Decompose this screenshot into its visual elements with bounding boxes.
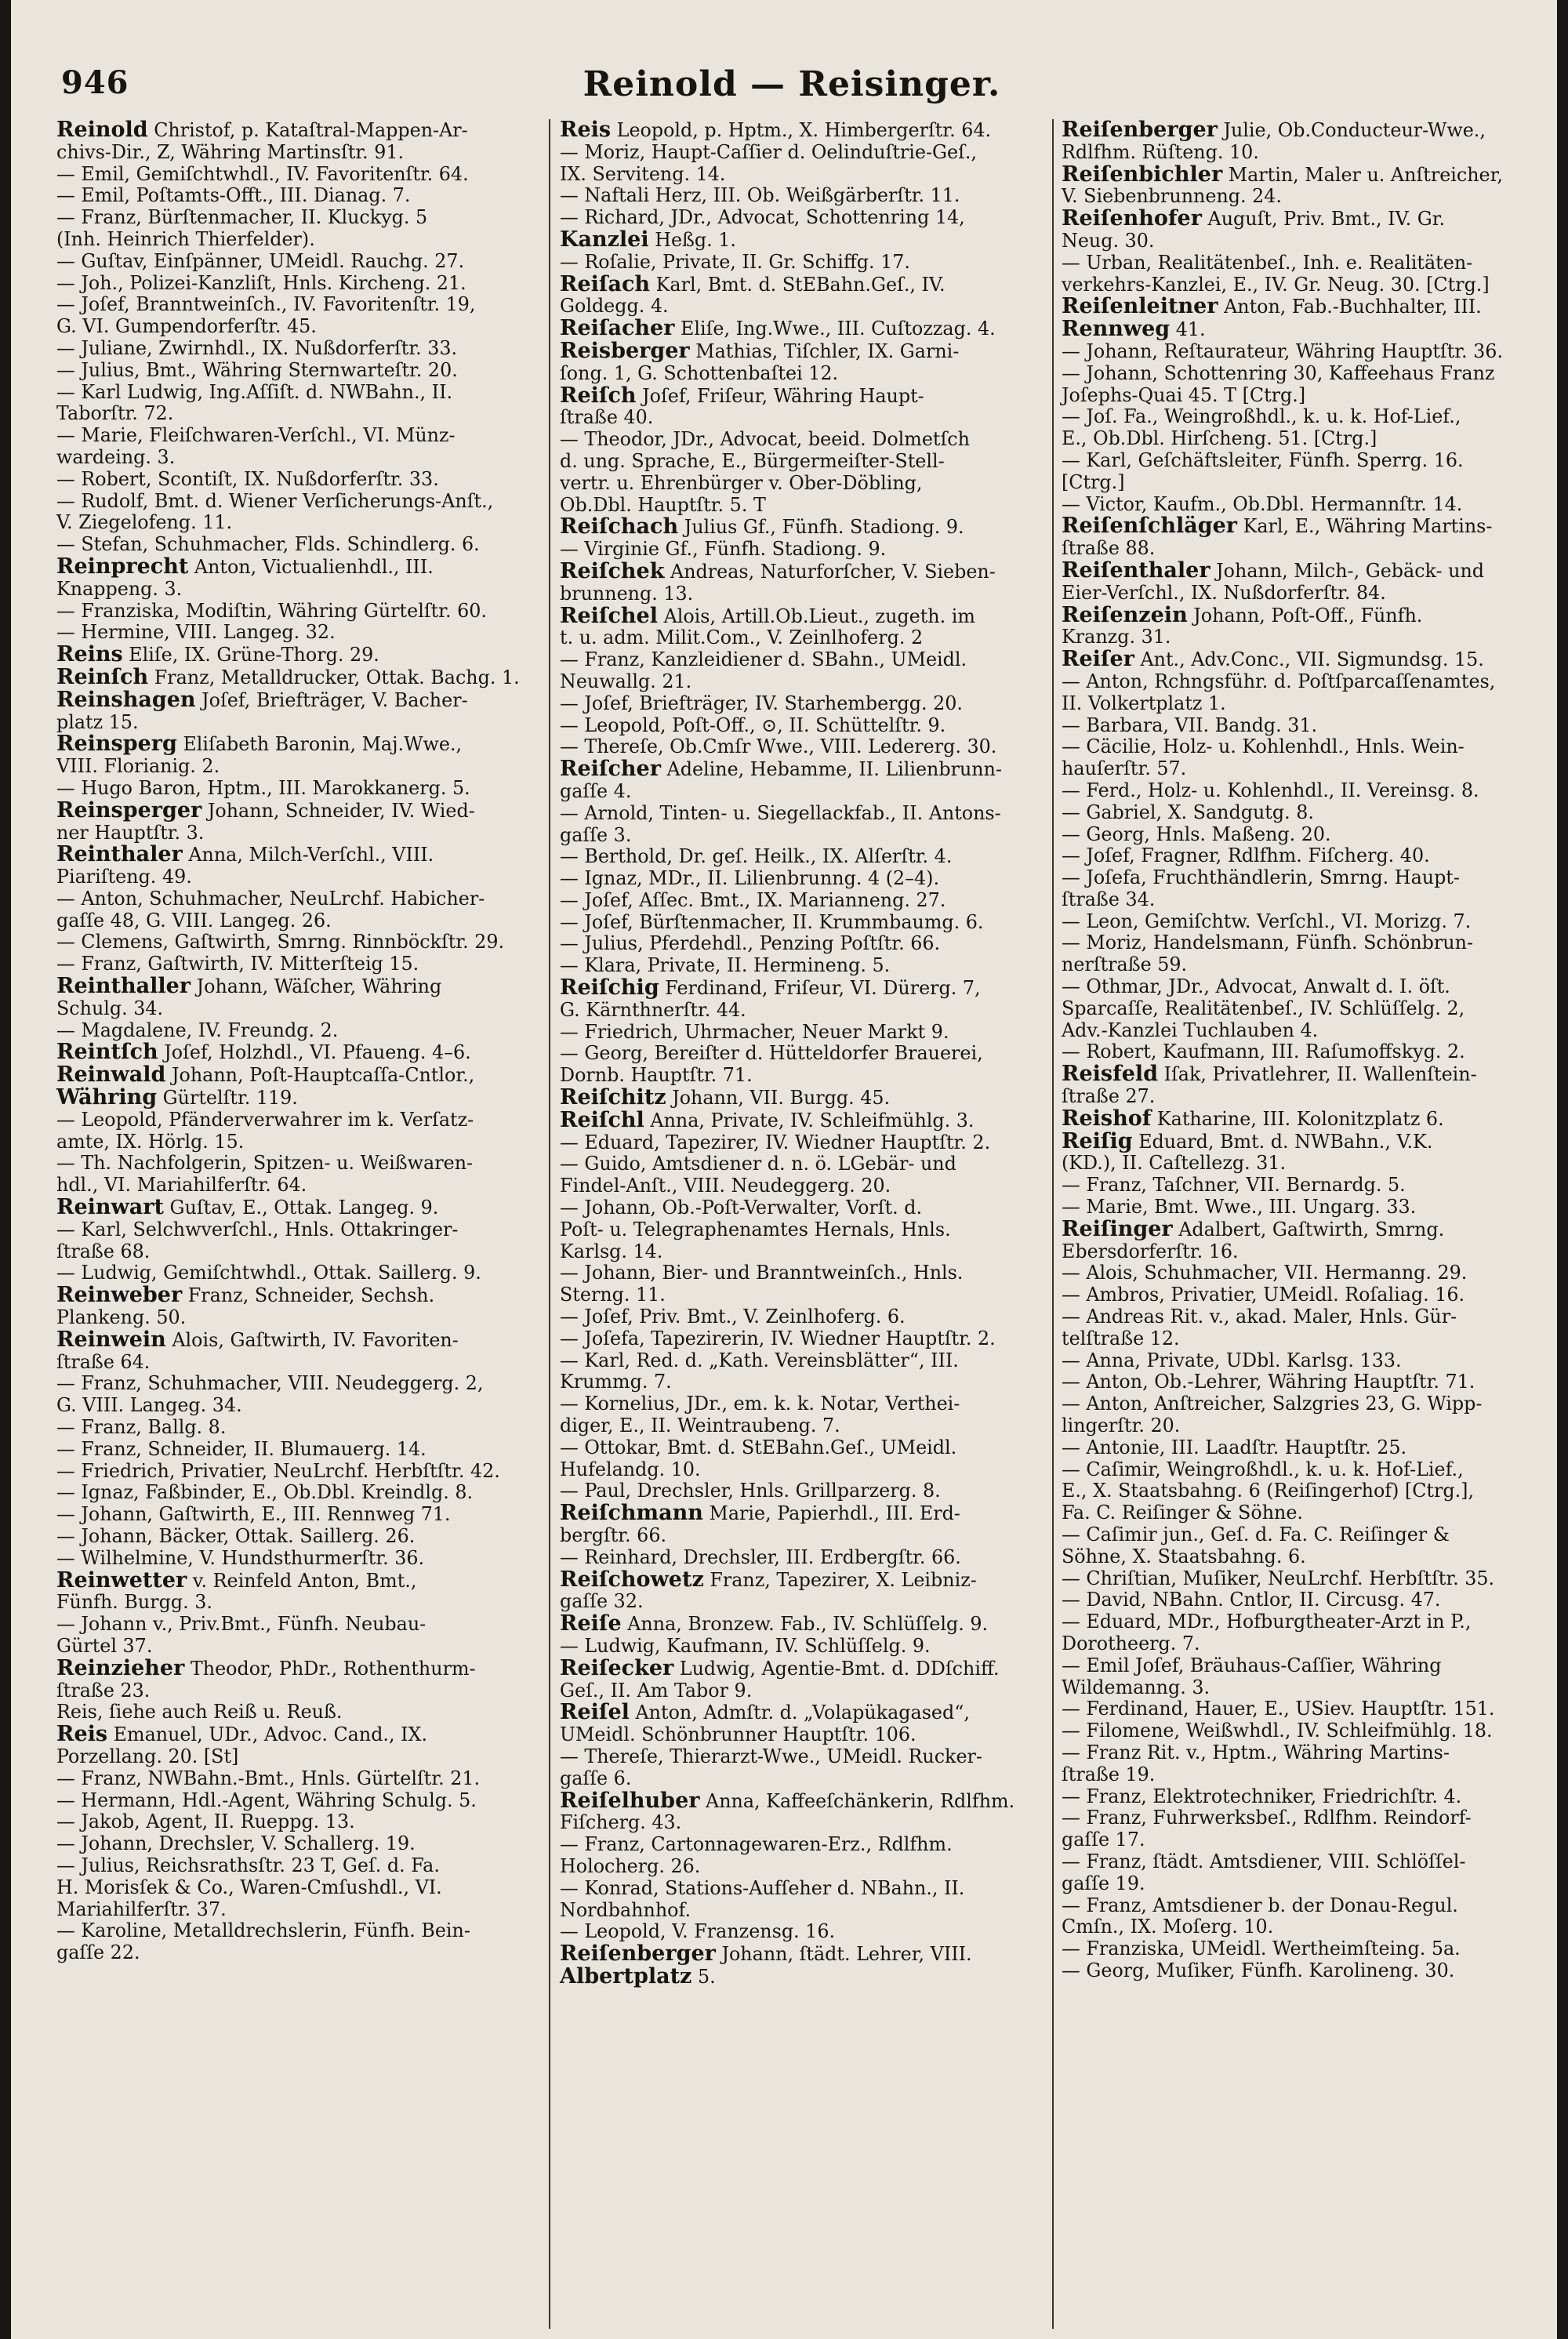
directory-line: — Marie, Fleiſchwaren-Verſchl., VI. Münz-	[56, 424, 456, 447]
directory-line: — Joſef, Briefträger, IV. Starhembergg. 20.	[560, 692, 963, 714]
directory-line: ſong. 1, G. Schottenbaſtei 12.	[560, 361, 839, 384]
directory-line: — Franz, Cartonnagewaren-Erz., Rdlfhm.	[560, 1833, 953, 1856]
directory-line: gaſſe 32.	[560, 1590, 644, 1613]
directory-line: Reiſacher Eliſe, Ing.Wwe., III. Cuſtozzag. 4.	[560, 316, 996, 341]
directory-line: Reiſecker Ludwig, Agentie-Bmt. d. DDſchiff.	[560, 1655, 1000, 1680]
directory-line: — Reinhard, Drechsler, III. Erdbergſtr. 66.	[560, 1545, 961, 1568]
directory-line: — Ludwig, Gemiſchtwhdl., Ottak. Saillerg. 9.	[56, 1262, 481, 1284]
directory-line: Reiſenleitner Anton, Fab.-Buchhalter, III.	[1062, 294, 1482, 319]
directory-line: Fiſcherg. 43.	[560, 1811, 682, 1834]
directory-line: — Robert, Scontiſt, IX. Nußdorferſtr. 33.	[56, 467, 439, 490]
directory-line: — Franz, Taſchner, VII. Bernardg. 5.	[1062, 1174, 1406, 1197]
directory-line: Reinwein Alois, Gaſtwirth, IV. Favoriten-	[56, 1327, 459, 1352]
directory-line: — David, NBahn. Cntlor, II. Circusg. 47.	[1062, 1589, 1441, 1611]
directory-line: — Joſef, Branntweinſch., IV. Favoritenſtr. 19,	[56, 293, 476, 316]
directory-line: — Ludwig, Kaufmann, IV. Schlüſſelg. 9.	[560, 1634, 931, 1657]
directory-line: — Theodor, JDr., Advocat, beeid. Dolmetſch	[560, 428, 970, 451]
directory-line: Fünfh. Burgg. 3.	[56, 1591, 212, 1614]
directory-line: — Antonie, III. Laadſtr. Hauptſtr. 25.	[1062, 1436, 1407, 1458]
directory-line: H. Morisſek & Co., Waren-Cmſushdl., VI.	[56, 1876, 442, 1898]
directory-line: gaſſe 4.	[560, 779, 632, 802]
directory-line: — Caſimir jun., Geſ. d. Fa. C. Reiſinger &	[1062, 1524, 1450, 1545]
directory-line: Reiſchig Ferdinand, Friſeur, VI. Dürerg. 7,	[560, 975, 981, 1001]
directory-line: — Cäcilie, Holz- u. Kohlenhdl., Hnls. Wein-	[1062, 735, 1465, 758]
directory-line: — Karl, Geſchäftsleiter, Fünfh. Sperrg. 16.	[1062, 449, 1464, 471]
directory-line: — Friedrich, Uhrmacher, Neuer Markt 9.	[560, 1020, 949, 1043]
directory-line: Reiſcher Adeline, Hebamme, II. Lilienbrunn-	[560, 757, 1002, 782]
directory-line: platz 15.	[56, 710, 139, 733]
directory-line: Karlsg. 14.	[560, 1240, 663, 1262]
directory-line: ſtraße 64.	[56, 1350, 151, 1373]
directory-line: Reinzieher Theodor, PhDr., Rothenthurm-	[56, 1655, 476, 1680]
directory-line: Eier-Verſchl., IX. Nußdorferſtr. 84.	[1062, 581, 1386, 604]
directory-line: — Franz, Bürſtenmacher, II. Kluckyg. 5	[56, 206, 428, 229]
directory-line: — Eduard, Tapezirer, IV. Wiedner Hauptſtr. 2.	[560, 1131, 991, 1153]
directory-line: — Arnold, Tinten- u. Siegellackfab., II. Antons-	[560, 801, 1001, 824]
directory-line: Porzellang. 20. [St]	[56, 1745, 239, 1767]
directory-line: Findel-Anſt., VIII. Neudeggerg. 20.	[560, 1175, 891, 1197]
directory-line: — Thereſe, Thierarzt-Wwe., UMeidl. Rucker-	[560, 1745, 982, 1767]
directory-line: — Franz, ſtädt. Amtsdiener, VIII. Schlöſſel-	[1062, 1850, 1466, 1872]
directory-line: — Othmar, JDr., Advocat, Anwalt d. I. öſt.	[1062, 975, 1450, 998]
directory-line: — Hugo Baron, Hptm., III. Marokkanerg. 5.	[56, 776, 470, 799]
directory-line: verkehrs-Kanzlei, E., IV. Gr. Neug. 30. [Ctrg.]	[1062, 273, 1490, 296]
directory-line: — Franz, Amtsdiener b. der Donau-Regul.	[1062, 1894, 1458, 1916]
directory-line: Reisfeld Iſak, Privatlehrer, II. Wallenſtein-	[1062, 1062, 1477, 1087]
directory-line: Reiſchmann Marie, Papierhdl., III. Erd-	[560, 1501, 960, 1526]
directory-line: — Joſefa, Tapezirerin, IV. Wiedner Hauptſtr. 2.	[560, 1327, 996, 1349]
directory-line: Dornb. Hauptſtr. 71.	[560, 1064, 753, 1087]
directory-line: telſtraße 12.	[1062, 1327, 1180, 1349]
directory-line: — Franz, Elektrotechniker, Friedrichſtr. 4.	[1062, 1785, 1462, 1807]
directory-line: — Eduard, MDr., Hofburgtheater-Arzt in P.,	[1062, 1611, 1472, 1633]
directory-line: Reintſch Joſef, Holzhdl., VI. Pfaueng. 4–6.	[56, 1040, 471, 1065]
directory-line: Reiſel Anton, Admſtr. d. „Volapükagased“,	[560, 1700, 970, 1725]
directory-line: Taborſtr. 72.	[56, 402, 174, 425]
directory-line: Reiſch Joſef, Friſeur, Währing Haupt-	[560, 383, 924, 408]
directory-line: lingerſtr. 20.	[1062, 1415, 1181, 1437]
directory-line: VIII. Florianig. 2.	[56, 755, 220, 778]
directory-line: Albertplatz 5.	[560, 1963, 716, 1989]
directory-line: diger, E., II. Weintraubeng. 7.	[560, 1415, 840, 1437]
directory-line: amte, IX. Hörlg. 15.	[56, 1130, 245, 1153]
directory-line: Reiſelhuber Anna, Kaffeeſchänkerin, Rdlfhm.	[560, 1788, 1015, 1813]
directory-line: ſtraße 19.	[1062, 1763, 1156, 1785]
directory-line: — Friedrich, Privatier, NeuLrchf. Herbſtſtr. 42.	[56, 1459, 500, 1482]
directory-line: — Urban, Realitätenbeſ., Inh. e. Realitäten-	[1062, 251, 1473, 274]
directory-line: — Leopold, V. Franzensg. 16.	[560, 1920, 836, 1943]
directory-line: — Franz, Ballg. 8.	[56, 1416, 227, 1439]
directory-line: Goldegg. 4.	[560, 295, 669, 318]
directory-line: — Johann, Drechsler, V. Schallerg. 19.	[56, 1832, 416, 1855]
directory-line: Krummg. 7.	[560, 1371, 672, 1393]
page-title: Reinold — Reisinger.	[583, 64, 1001, 104]
directory-line: UMeidl. Schönbrunner Hauptſtr. 106.	[560, 1723, 916, 1746]
directory-line: ſtraße 40.	[560, 406, 654, 429]
directory-line: — Moriz, Haupt-Caſſier d. Oelinduſtrie-Geſ.,	[560, 140, 978, 163]
directory-line: — Karoline, Metalldrechslerin, Fünfh. Bein-	[56, 1920, 470, 1942]
directory-line: — Jakob, Agent, II. Rueppg. 13.	[56, 1811, 355, 1833]
column-divider	[1052, 119, 1054, 2329]
directory-line: gaſſe 22.	[56, 1941, 140, 1964]
directory-line: Reis, ſiehe auch Reiß u. Reuß.	[56, 1701, 343, 1723]
directory-line: — Emil, Gemiſchtwhdl., IV. Favoritenſtr. 64.	[56, 162, 469, 185]
directory-line: Reiſchel Alois, Artill.Ob.Lieut., zugeth. im	[560, 603, 975, 628]
directory-line: Wildemanng. 3.	[1062, 1676, 1210, 1698]
directory-line: — Hermann, Hdl.-Agent, Währing Schulg. 5.	[56, 1789, 477, 1811]
directory-line: — Berthold, Dr. geſ. Heilk., IX. Alſerſtr. 4.	[560, 845, 953, 868]
directory-line: Sparcaſſe, Realitätenbeſ., IV. Schlüſſelg. 2,	[1062, 997, 1465, 1019]
directory-line: — Rudolf, Bmt. d. Wiener Verſicherungs-Anſt.,	[56, 489, 494, 512]
directory-line: Rdlfhm. Rüſteng. 10.	[1062, 140, 1259, 163]
directory-line: Reiſchach Julius Gf., Fünfh. Stadiong. 9.	[560, 514, 964, 539]
directory-line: hauſerſtr. 57.	[1062, 757, 1187, 780]
directory-line: Knappeng. 3.	[56, 577, 183, 600]
directory-line: — Moriz, Handelsmann, Fünfh. Schönbrun-	[1062, 932, 1473, 954]
directory-line: — Joh., Polizei-Kanzliſt, Hnls. Kircheng. 21.	[56, 271, 466, 294]
directory-line: G. Kärnthnerſtr. 44.	[560, 998, 746, 1021]
directory-line: Reinweber Franz, Schneider, Sechsh.	[56, 1283, 435, 1308]
directory-line: Währing Gürtelſtr. 119.	[56, 1085, 298, 1110]
directory-line: Reiſenbichler Martin, Maler u. Anſtreicher,	[1062, 162, 1503, 187]
directory-line: [Ctrg.]	[1062, 470, 1125, 493]
directory-line: — Virginie Gf., Fünfh. Stadiong. 9.	[560, 538, 887, 561]
page-number: 946	[61, 64, 129, 101]
directory-line: — Richard, JDr., Advocat, Schottenring 14,	[560, 206, 965, 229]
directory-line: t. u. adm. Milit.Com., V. Zeinlhoferg. 2	[560, 627, 924, 649]
directory-line: — Franz, Fuhrwerksbeſ., Rdlfhm. Reindorf-	[1062, 1807, 1472, 1829]
directory-line: — Guſtav, Einſpänner, UMeidl. Rauchg. 27.	[56, 249, 465, 272]
directory-line: Reiſig Eduard, Bmt. d. NWBahn., V.K.	[1062, 1128, 1433, 1153]
directory-line: (Inh. Heinrich Thierfelder).	[56, 227, 315, 250]
directory-line: Hufelandg. 10.	[560, 1458, 701, 1480]
directory-line: Reinthaler Anna, Milch-Verſchl., VIII.	[56, 842, 434, 867]
directory-line: ſtraße 88.	[1062, 537, 1156, 560]
directory-line: Holocherg. 26.	[560, 1854, 701, 1877]
directory-line: Reisberger Mathias, Tiſchler, IX. Garni-	[560, 338, 960, 363]
directory-line: — Emil, Poſtamts-Offt., III. Dianag. 7.	[56, 184, 411, 207]
directory-line: — Joſef, Fragner, Rdlfhm. Fiſcherg. 40.	[1062, 844, 1430, 867]
directory-line: ſtraße 34.	[1062, 888, 1156, 910]
directory-line: Piariſteng. 49.	[56, 866, 192, 888]
directory-line: Reins Eliſe, IX. Grüne-Thorg. 29.	[56, 642, 379, 667]
directory-line: — Klara, Private, II. Hermineng. 5.	[560, 954, 891, 977]
directory-line: — Leopold, Pfänderverwahrer im k. Verſatz-	[56, 1108, 474, 1131]
directory-line: Sterng. 11.	[560, 1284, 666, 1306]
directory-line: — Filomene, Weißwhdl., IV. Schleifmühlg. 18.	[1062, 1720, 1493, 1742]
directory-line: — Leon, Gemiſchtw. Verſchl., VI. Morizg. 7.	[1062, 910, 1472, 932]
directory-line: gaſſe 17.	[1062, 1829, 1145, 1851]
directory-line: — Hermine, VIII. Langeg. 32.	[56, 621, 336, 644]
directory-line: brunneng. 13.	[560, 582, 694, 605]
directory-line: — Karl, Red. d. „Kath. Vereinsblätter“, III.	[560, 1349, 959, 1371]
directory-line: Reiſe Anna, Bronzew. Fab., IV. Schlüſſelg. 9.	[560, 1611, 989, 1636]
directory-line: IX. Serviteng. 14.	[560, 162, 726, 185]
directory-line: — Victor, Kaufm., Ob.Dbl. Hermannſtr. 14.	[1062, 492, 1463, 515]
directory-line: Reinold Christof, p. Kataſtral-Mappen-Ar-	[56, 118, 468, 142]
directory-line: ner Hauptſtr. 3.	[56, 821, 205, 844]
directory-line: — Alois, Schuhmacher, VII. Hermanng. 29.	[1062, 1262, 1468, 1284]
directory-line: — Karl, Selchwverſchl., Hnls. Ottakringer-	[56, 1218, 459, 1240]
directory-line: Reinthaller Johann, Wäſcher, Währing	[56, 974, 442, 999]
directory-line: V. Siebenbrunneng. 24.	[1062, 185, 1282, 208]
directory-line: Reis Emanuel, UDr., Advoc. Cand., IX.	[56, 1722, 428, 1747]
directory-line: — Franz, Schneider, II. Blumauerg. 14.	[56, 1437, 426, 1460]
directory-line: ſtraße 27.	[1062, 1085, 1156, 1108]
directory-line: — Caſimir, Weingroßhdl., k. u. k. Hof-Lief.,	[1062, 1458, 1464, 1480]
directory-line: — Karl Ludwig, Ing.Aſſiſt. d. NWBahn., II.	[56, 380, 453, 403]
directory-line: — Johann, Ob.-Poſt-Verwalter, Vorſt. d.	[560, 1197, 923, 1219]
directory-line: — Johann, Gaſtwirth, E., III. Rennweg 71.	[56, 1503, 451, 1526]
directory-line: — Joſef, Aſſec. Bmt., IX. Marianneng. 27.	[560, 888, 946, 911]
directory-line: — Wilhelmine, V. Hundsthurmerſtr. 36.	[56, 1546, 425, 1569]
directory-line: Geſ., II. Am Tabor 9.	[560, 1679, 753, 1702]
directory-line: Ebersdorferſtr. 16.	[1062, 1240, 1239, 1262]
directory-line: Reiſenberger Johann, ſtädt. Lehrer, VIII.	[560, 1941, 972, 1967]
directory-line: Reinprecht Anton, Victualienhdl., III.	[56, 554, 434, 579]
directory-line: — Franz, NWBahn.-Bmt., Hnls. Gürtelſtr. 21.	[56, 1767, 481, 1789]
directory-line: — Anton, Ob.-Lehrer, Währing Hauptſtr. 71.	[1062, 1371, 1475, 1393]
directory-line: Poſt- u. Telegraphenamtes Hernals, Hnls.	[560, 1218, 951, 1240]
directory-line: Reiſach Karl, Bmt. d. StEBahn.Geſ., IV.	[560, 271, 946, 296]
directory-line: — Julius, Reichsrathsſtr. 23 T, Geſ. d. Fa.	[56, 1854, 440, 1876]
directory-line: — Clemens, Gaſtwirth, Smrng. Rinnböckſtr. 29.	[56, 931, 505, 953]
directory-line: — Johann, Bier- und Branntweinſch., Hnls.	[560, 1262, 964, 1284]
directory-line: vertr. u. Ehrenbürger v. Ober-Döbling,	[560, 471, 923, 494]
directory-line: Nordbahnhof.	[560, 1898, 691, 1921]
column-3	[1062, 119, 1532, 1982]
directory-line: Dorotheerg. 7.	[1062, 1632, 1200, 1654]
directory-line: gaſſe 6.	[560, 1767, 632, 1789]
directory-line: nerſtraße 59.	[1062, 953, 1188, 976]
directory-line: Neuwallg. 21.	[560, 670, 692, 692]
directory-line: — Chriſtian, Muſiker, NeuLrchf. Herbſtſtr. 35.	[1062, 1567, 1495, 1589]
directory-line: Söhne, X. Staatsbahng. 6.	[1062, 1545, 1306, 1567]
directory-line: Reiſchek Andreas, Naturforſcher, V. Sieben-	[560, 558, 996, 583]
directory-line: — Anton, Anſtreicher, Salzgries 23, G. Wipp-	[1062, 1393, 1483, 1415]
directory-line: — Franz, Schuhmacher, VIII. Neudeggerg. 2,	[56, 1372, 484, 1395]
directory-line: Reinsperg Eliſabeth Baronin, Maj.Wwe.,	[56, 732, 463, 757]
directory-line: wardeing. 3.	[56, 445, 176, 468]
directory-line: Reiſchl Anna, Private, IV. Schleifmühlg. 3.	[560, 1107, 975, 1132]
directory-line: — Joſef, Bürſtenmacher, II. Krummbaumg. 6.	[560, 910, 984, 933]
directory-line: — Julius, Bmt., Währing Sternwarteſtr. 20.	[56, 358, 458, 381]
directory-line: — Ambros, Privatier, UMeidl. Roſaliag. 16.	[1062, 1284, 1465, 1306]
directory-line: — Barbara, VII. Bandg. 31.	[1062, 714, 1318, 736]
directory-line: ſtraße 68.	[56, 1240, 151, 1262]
directory-line: Fa. C. Reiſinger & Söhne.	[1062, 1502, 1303, 1524]
directory-line: — Georg, Bereiſter d. Hütteldorfer Brauerei,	[560, 1042, 983, 1065]
directory-line: — Ignaz, MDr., II. Lilienbrunng. 4 (2–4).	[560, 867, 940, 890]
directory-line: — Emil Joſef, Bräuhaus-Caſſier, Währing	[1062, 1654, 1442, 1676]
directory-line: Plankeng. 50.	[56, 1306, 187, 1329]
directory-line: — Franz Rit. v., Hptm., Währing Martins-	[1062, 1741, 1450, 1763]
directory-line: — Johann, Schottenring 30, Kaffeehaus Franz	[1062, 361, 1495, 384]
directory-line: Gürtel 37.	[56, 1634, 153, 1657]
directory-line: — Ottokar, Bmt. d. StEBahn.Geſ., UMeidl.	[560, 1436, 957, 1458]
directory-line: Kanzlei Heßg. 1.	[560, 227, 736, 252]
column-divider	[549, 119, 550, 2329]
directory-line: gaſſe 48, G. VIII. Langeg. 26.	[56, 909, 332, 932]
directory-line: (KD.), II. Caſtellezg. 31.	[1062, 1152, 1287, 1175]
directory-line: — Marie, Bmt. Wwe., III. Ungarg. 33.	[1062, 1196, 1417, 1219]
directory-line: Reiſchowetz Franz, Tapezirer, X. Leibniz-	[560, 1567, 977, 1592]
directory-line: d. ung. Sprache, E., Bürgermeiſter-Stell-	[560, 449, 945, 472]
directory-line: Reinwetter v. Reinfeld Anton, Bmt.,	[56, 1567, 417, 1593]
directory-line: — Joſ. Fa., Weingroßhdl., k. u. k. Hof-Lief.,	[1062, 405, 1461, 428]
directory-line: — Julius, Pferdehdl., Penzing Poſtſtr. 66.	[560, 932, 941, 955]
directory-line: E., X. Staatsbahng. 6 (Reiſingerhof) [Ctrg.],	[1062, 1480, 1475, 1502]
directory-line: — Anton, Schuhmacher, NeuLrchf. Habicher-	[56, 887, 485, 910]
directory-line: — Johann v., Priv.Bmt., Fünfh. Neubau-	[56, 1613, 426, 1636]
directory-line: — Anton, Rchngsführ. d. Poſtſparcaſſenamtes,	[1062, 670, 1496, 692]
directory-line: bergſtr. 66.	[560, 1524, 667, 1546]
directory-line: Reinsperger Johann, Schneider, IV. Wied-	[56, 797, 475, 823]
directory-line: Reinshagen Joſef, Briefträger, V. Bacher-	[56, 687, 468, 712]
directory-line: Reiſenthaler Johann, Milch-, Gebäck- und	[1062, 558, 1485, 583]
directory-line: — Leopold, Poſt-Off., ⊙, II. Schüttelſtr. 9.	[560, 714, 946, 736]
directory-page	[11, 0, 1557, 2339]
directory-line: Mariahilferſtr. 37.	[56, 1898, 227, 1920]
column-2	[560, 119, 1044, 1989]
directory-line: Reinwart Guſtav, E., Ottak. Langeg. 9.	[56, 1195, 439, 1220]
directory-line: Reiſenhofer Auguſt, Priv. Bmt., IV. Gr.	[1062, 206, 1446, 231]
directory-line: Ob.Dbl. Hauptſtr. 5. T	[560, 493, 766, 516]
directory-line: Reiſenſchläger Karl, E., Währing Martins-	[1062, 514, 1493, 539]
directory-line: gaſſe 19.	[1062, 1872, 1145, 1894]
directory-line: Reiſchitz Johann, VII. Burgg. 45.	[560, 1085, 891, 1110]
directory-line: — Ferd., Holz- u. Kohlenhdl., II. Vereinsg. 8.	[1062, 779, 1479, 801]
directory-line: — Stefan, Schuhmacher, Flds. Schindlerg. 6.	[56, 533, 480, 556]
directory-line: — Naftali Herz, III. Ob. Weißgärberſtr. 11.	[560, 184, 960, 207]
directory-line: — Georg, Hnls. Maßeng. 20.	[1062, 823, 1331, 845]
directory-line: — Georg, Muſiker, Fünfh. Karolineng. 30.	[1062, 1959, 1455, 1981]
directory-line: Kranzg. 31.	[1062, 626, 1171, 648]
directory-line: — Kornelius, JDr., em. k. k. Notar, Verthei-	[560, 1393, 960, 1415]
directory-line: Reis Leopold, p. Hptm., X. Himbergerſtr. 64.	[560, 118, 992, 142]
directory-line: Reinſch Franz, Metalldrucker, Ottak. Bachg. 1.	[56, 664, 520, 689]
directory-line: G. VI. Gumpendorferſtr. 45.	[56, 315, 317, 338]
directory-line: — Juliane, Zwirnhdl., IX. Nußdorferſtr. 33.	[56, 336, 458, 359]
directory-line: — Franz, Gaſtwirth, IV. Mitterſteig 15.	[56, 953, 419, 975]
directory-line: Joſephs-Quai 45. T [Ctrg.]	[1062, 383, 1306, 406]
directory-line: — Roſalie, Private, II. Gr. Schiffg. 17.	[560, 250, 910, 273]
directory-line: — Konrad, Stations-Aufſeher d. NBahn., II.	[560, 1876, 965, 1899]
directory-line: — Ferdinand, Hauer, E., USiev. Hauptſtr. 151.	[1062, 1698, 1495, 1720]
directory-line: — Thereſe, Ob.Cmſr Wwe., VIII. Ledererg. 30.	[560, 735, 997, 758]
directory-line: — Andreas Rit. v., akad. Maler, Hnls. Gür-	[1062, 1306, 1457, 1328]
directory-line: hdl., VI. Mariahilferſtr. 64.	[56, 1174, 307, 1197]
directory-line: Reishof Katharine, III. Kolonitzplatz 6.	[1062, 1106, 1444, 1131]
directory-line: chivs-Dir., Z, Währing Martinsſtr. 91.	[56, 140, 405, 163]
directory-line: Reiſer Ant., Adv.Conc., VII. Sigmundsg. 15.	[1062, 647, 1484, 672]
directory-line: Adv.-Kanzlei Tuchlauben 4.	[1062, 1019, 1319, 1041]
directory-line: — Johann, Bäcker, Ottak. Saillerg. 26.	[56, 1525, 416, 1547]
directory-line: — Magdalene, IV. Freundg. 2.	[56, 1019, 339, 1041]
directory-line: — Johann, Reſtaurateur, Währing Hauptſtr. 36.	[1062, 340, 1504, 362]
directory-line: — Anna, Private, UDbl. Karlsg. 133.	[1062, 1349, 1402, 1371]
directory-line: G. VIII. Langeg. 34.	[56, 1394, 242, 1417]
directory-line: — Franz, Kanzleidiener d. SBahn., UMeidl.	[560, 648, 967, 671]
directory-line: — Joſef, Priv. Bmt., V. Zeinlhoferg. 6.	[560, 1306, 906, 1328]
directory-line: Neug. 30.	[1062, 229, 1155, 252]
directory-line: V. Ziegelofeng. 11.	[56, 511, 233, 534]
directory-line: — Paul, Drechsler, Hnls. Grillparzerg. 8.	[560, 1480, 941, 1502]
directory-line: — Th. Nachfolgerin, Spitzen- u. Weißwaren-	[56, 1152, 474, 1175]
directory-line: Cmſn., IX. Moſerg. 10.	[1062, 1916, 1274, 1938]
directory-line: — Robert, Kaufmann, III. Raſumoffskyg. 2.	[1062, 1041, 1465, 1063]
directory-line: — Guido, Amtsdiener d. n. ö. LGebär- und	[560, 1153, 956, 1175]
directory-line: Schulg. 34.	[56, 997, 164, 1019]
directory-line: — Gabriel, X. Sandgutg. 8.	[1062, 801, 1314, 823]
directory-line: Rennweg 41.	[1062, 317, 1206, 342]
directory-line: II. Volkertplatz 1.	[1062, 692, 1226, 714]
directory-line: gaſſe 3.	[560, 823, 632, 846]
directory-line: Reiſenberger Julie, Ob.Conducteur-Wwe.,	[1062, 118, 1486, 142]
directory-line: — Ignaz, Faßbinder, E., Ob.Dbl. Kreindlg. 8.	[56, 1481, 474, 1504]
directory-line: Reiſenzein Johann, Poſt-Off., Fünfh.	[1062, 602, 1423, 627]
column-1	[56, 119, 538, 1964]
directory-line: E., Ob.Dbl. Hirſcheng. 51. [Ctrg.]	[1062, 427, 1377, 450]
directory-line: — Franziska, UMeidl. Wertheimſteing. 5a.	[1062, 1938, 1461, 1960]
directory-line: ſtraße 23.	[56, 1679, 151, 1702]
directory-line: Reinwald Johann, Poſt-Hauptcaſſa-Cntlor.,	[56, 1062, 475, 1088]
directory-line: Reiſinger Adalbert, Gaſtwirth, Smrng.	[1062, 1216, 1445, 1241]
page-header	[47, 64, 1537, 111]
directory-line: — Franziska, Modiſtin, Währing Gürtelſtr. 60.	[56, 599, 487, 622]
directory-line: — Joſefa, Fruchthändlerin, Smrng. Haupt-	[1062, 866, 1460, 889]
